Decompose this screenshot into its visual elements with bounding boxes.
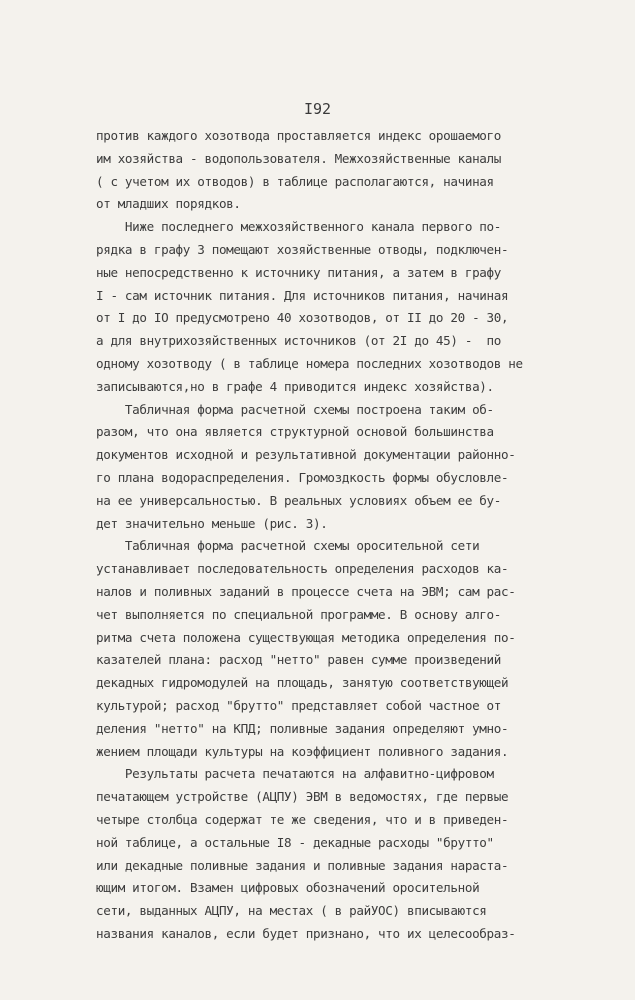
text-line: сети, выданных АЦПУ, на местах ( в райУОС) вписываются bbox=[96, 903, 487, 919]
text-line: ные непосредственно к источнику питания, а затем в графу bbox=[96, 264, 501, 280]
text-line: рядка в графу 3 помещают хозяйственные отводы, подключен- bbox=[96, 241, 509, 257]
text-line: I - сам источник питания. Для источников питания, начиная bbox=[96, 287, 509, 303]
page-number: I92 bbox=[303, 100, 332, 118]
text-line: ющим итогом. Взамен цифровых обозначений оросительной bbox=[96, 880, 480, 896]
body-text bbox=[96, 125, 616, 946]
text-line: одному хозотводу ( в таблице номера последних хозотводов не bbox=[96, 355, 523, 371]
text-line: деления "нетто" на КПД; поливные задания определяют умно- bbox=[96, 720, 509, 736]
text-line: разом, что она является структурной основой большинства bbox=[96, 424, 494, 440]
text-line: культурой; расход "брутто" представляет собой частное от bbox=[96, 697, 501, 713]
text-line: против каждого хозотвода проставляется индекс орошаемого bbox=[96, 128, 501, 143]
text-line: Ниже последнего межхозяйственного канала первого по- bbox=[96, 219, 501, 235]
text-line: казателей плана: расход "нетто" равен сумме произведений bbox=[96, 652, 501, 668]
text-line: чет выполняется по специальной программе. В основу алго- bbox=[96, 606, 501, 622]
text-line: ритма счета положена существующая методика определения по- bbox=[96, 629, 516, 645]
text-line: документов исходной и результативной документации районно- bbox=[96, 447, 516, 463]
text-line: Табличная форма расчетной схемы оросительной сети bbox=[96, 538, 480, 554]
text-line: записываются,но в графе 4 приводится индекс хозяйства). bbox=[96, 378, 494, 394]
text-line: от младших порядков. bbox=[96, 196, 241, 212]
text-line: Результаты расчета печатаются на алфавитно-цифровом bbox=[96, 766, 494, 782]
text-line: дет значительно меньше (рис. 3). bbox=[96, 515, 328, 531]
text-line: от I до IO предусмотрено 40 хозотводов, от II до 20 - 30, bbox=[96, 310, 509, 326]
text-line: а для внутрихозяйственных источников (от 2I до 45) - по bbox=[96, 333, 501, 349]
text-line: устанавливает последовательность определения расходов ка- bbox=[96, 561, 509, 577]
text-line: ( с учетом их отводов) в таблице располагаются, начиная bbox=[96, 173, 494, 189]
text-line: декадных гидромодулей на площадь, занятую соответствующей bbox=[96, 675, 509, 691]
text-line: ной таблице, а остальные I8 - декадные расходы "брутто" bbox=[96, 834, 494, 850]
text-line: го плана водораспределения. Громоздкость формы обусловле- bbox=[96, 469, 509, 485]
text-line: на ее универсальностью. В реальных условиях объем ее бу- bbox=[96, 492, 501, 508]
text-line: жением площади культуры на коэффициент поливного задания. bbox=[96, 743, 509, 759]
text-line: четыре столбца содержат те же сведения, что и в приведен- bbox=[96, 811, 509, 827]
text-line: или декадные поливные задания и поливные задания нараста- bbox=[96, 857, 509, 873]
text-line: Табличная форма расчетной схемы построена таким об- bbox=[96, 401, 494, 417]
text-line: им хозяйства - водопользователя. Межхозяйственные каналы bbox=[96, 150, 501, 166]
text-line: налов и поливных заданий в процессе счета на ЭВМ; сам рас- bbox=[96, 583, 516, 599]
text-line: печатающем устройстве (АЦПУ) ЭВМ в ведомостях, где первые bbox=[96, 789, 509, 805]
text-line: названия каналов, если будет признано, что их целесообраз- bbox=[96, 925, 516, 941]
